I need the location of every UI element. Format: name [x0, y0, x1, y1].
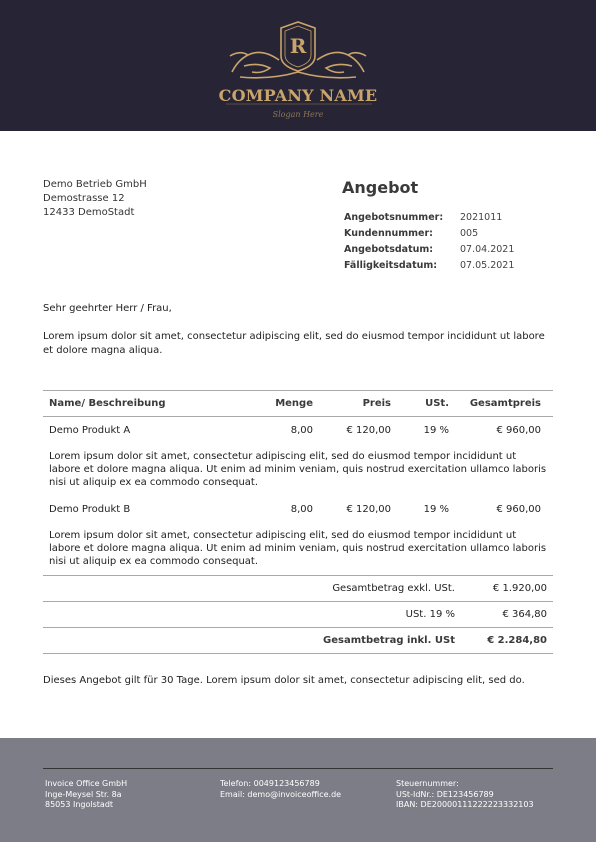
footer-rule	[43, 768, 553, 769]
footer-contact-info	[220, 779, 341, 800]
item-total: € 960,00	[496, 504, 541, 515]
meta-value: 2021011	[460, 212, 503, 223]
item-qty: 8,00	[290, 425, 313, 436]
total-gross-row	[43, 628, 553, 653]
header-price: Preis	[362, 398, 391, 409]
meta-value: 005	[460, 228, 479, 239]
item-vat: 19 %	[423, 425, 449, 436]
footer-tax-info	[396, 779, 534, 811]
meta-label: Angebotsdatum:	[344, 244, 434, 255]
footer-email: Email: demo@invoiceoffice.de	[220, 789, 342, 799]
items-table	[43, 390, 553, 654]
item-price: € 120,00	[346, 504, 391, 515]
meta-label: Fälligkeitsdatum:	[344, 260, 438, 271]
meta-value: 07.04.2021	[460, 244, 515, 255]
sender-address	[43, 178, 147, 220]
document-meta	[344, 210, 514, 274]
item-total: € 960,00	[496, 425, 541, 436]
sender-line: 12433 DemoStadt	[43, 207, 135, 218]
footer-line: Inge-Meysel Str. 8a	[45, 789, 122, 799]
footer-line: USt-IdNr.: DE123456789	[396, 789, 494, 799]
footer-line: 85053 Ingolstadt	[45, 800, 114, 809]
item-description: Lorem ipsum dolor sit amet, consectetur adipiscing elit, sed do eiusmod tempor incididunt ut labore et dolore magna aliqua. Ut enim ad minim veniam, quis nostrud exercitation ullamco laboris nisi ut aliquip ex ea commodo consequat.	[49, 530, 547, 567]
item-name: Demo Produkt A	[49, 425, 131, 436]
sender-line: Demo Betrieb GmbH	[43, 179, 147, 190]
sender-line: Demostrasse 12	[43, 193, 125, 204]
header-total: Gesamtpreis	[469, 398, 541, 409]
meta-row-due-date	[344, 258, 514, 274]
footer-line: Steuernummer:	[396, 779, 459, 788]
table-row	[43, 417, 553, 444]
table-row	[43, 496, 553, 523]
item-name: Demo Produkt B	[49, 504, 131, 515]
footer-company-info	[45, 779, 127, 811]
total-net-row	[43, 576, 553, 601]
meta-value: 07.05.2021	[460, 260, 515, 271]
total-vat-value: € 364,80	[502, 609, 547, 620]
salutation: Sehr geehrter Herr / Frau,	[43, 303, 172, 314]
footer-line: Invoice Office GmbH	[45, 779, 128, 788]
logo-letter: R	[289, 34, 307, 58]
total-net-label: Gesamtbetrag exkl. USt.	[332, 583, 455, 594]
total-gross-label: Gesamtbetrag inkl. USt	[323, 635, 455, 646]
table-header	[43, 391, 553, 416]
meta-row-customer-number	[344, 226, 514, 242]
total-vat-label: USt. 19 %	[405, 609, 455, 620]
header-qty: Menge	[275, 398, 313, 409]
item-description: Lorem ipsum dolor sit amet, consectetur adipiscing elit, sed do eiusmod tempor incididunt ut labore et dolore magna aliqua. Ut enim ad minim veniam, quis nostrud exercitation ullamco laboris nisi ut aliquip ex ea commodo consequat.	[49, 451, 547, 488]
header-name: Name/ Beschreibung	[49, 398, 166, 409]
meta-label: Angebotsnummer:	[344, 212, 444, 223]
footer-phone: Telefon: 0049123456789	[220, 779, 320, 788]
meta-label: Kundennummer:	[344, 228, 433, 239]
item-qty: 8,00	[290, 504, 313, 515]
company-name: COMPANY NAME	[218, 86, 378, 105]
company-slogan: Slogan Here	[272, 110, 324, 119]
meta-row-offer-date	[344, 242, 514, 258]
table-rule	[43, 653, 553, 654]
closing-text: Dieses Angebot gilt für 30 Tage. Lorem ipsum dolor sit amet, consectetur adipiscing elit, sed do.	[43, 675, 525, 686]
item-price: € 120,00	[346, 425, 391, 436]
intro-text: Lorem ipsum dolor sit amet, consectetur adipiscing elit, sed do eiusmod tempor incididunt ut labore et dolore magna aliqua.	[43, 331, 545, 356]
header-vat: USt.	[425, 398, 449, 409]
meta-row-offer-number	[344, 210, 514, 226]
total-net-value: € 1.920,00	[492, 583, 547, 594]
total-vat-row	[43, 602, 553, 627]
document-title: Angebot	[342, 178, 419, 197]
total-gross-value: € 2.284,80	[487, 635, 547, 646]
item-vat: 19 %	[423, 504, 449, 515]
footer-line: IBAN: DE20000111222223332103	[396, 800, 534, 809]
